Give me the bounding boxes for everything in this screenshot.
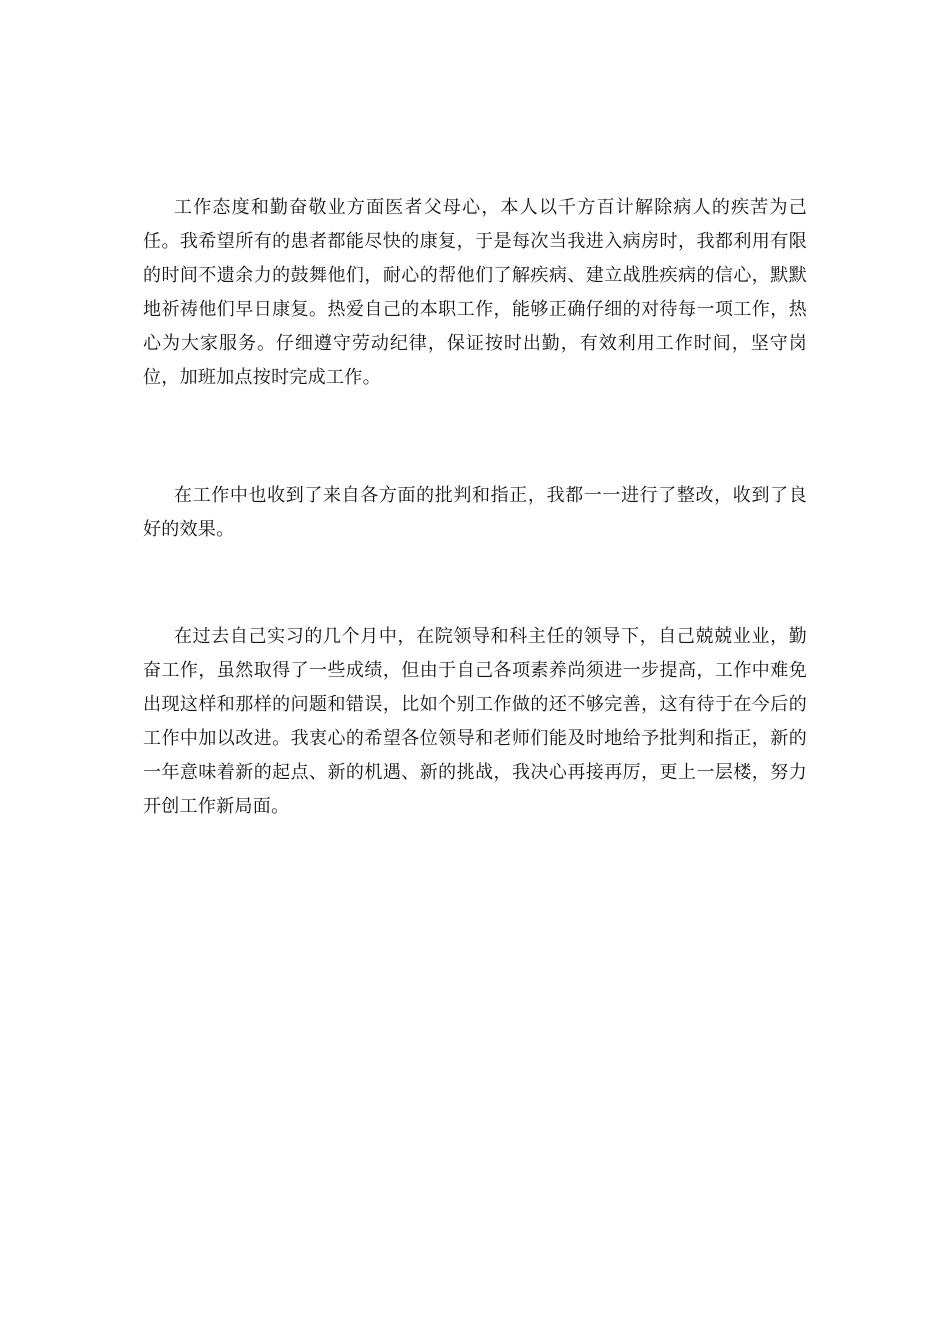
paragraph-conclusion: 在过去自己实习的几个月中，在院领导和科主任的领导下，自己兢兢业业，勤奋工作，虽然取得了一些成绩，但由于自己各项素养尚须进一步提高，工作中难免出现这样和那样的问题和错误，比如个别工作做的还不够完善，这有待于在今后的工作中加以改进。我衷心的希望各位领导和老师们能及时地给予批判和指正，新的一年意味着新的起点、新的机遇、新的挑战，我决心再接再厉，更上一层楼，努力开创工作新局面。 (143, 626, 807, 817)
paragraph-criticism: 在工作中也收到了来自各方面的批判和指正，我都一一进行了整改，收到了良好的效果。 (143, 485, 807, 540)
paragraph-work-attitude: 工作态度和勤奋敬业方面医者父母心，本人以千方百计解除病人的疾苦为己任。我希望所有的患者都能尽快的康复，于是每次当我进入病房时，我都利用有限的时间不遗余力的鼓舞他们，耐心的帮他们了解疾病、建立战胜疾病的信心，默默地祈祷他们早日康复。热爱自己的本职工作，能够正确仔细的对待每一项工作，热心为大家服务。仔细遵守劳动纪律，保证按时出勤，有效利用工作时间，坚守岗位，加班加点按时完成工作。 (143, 197, 807, 388)
